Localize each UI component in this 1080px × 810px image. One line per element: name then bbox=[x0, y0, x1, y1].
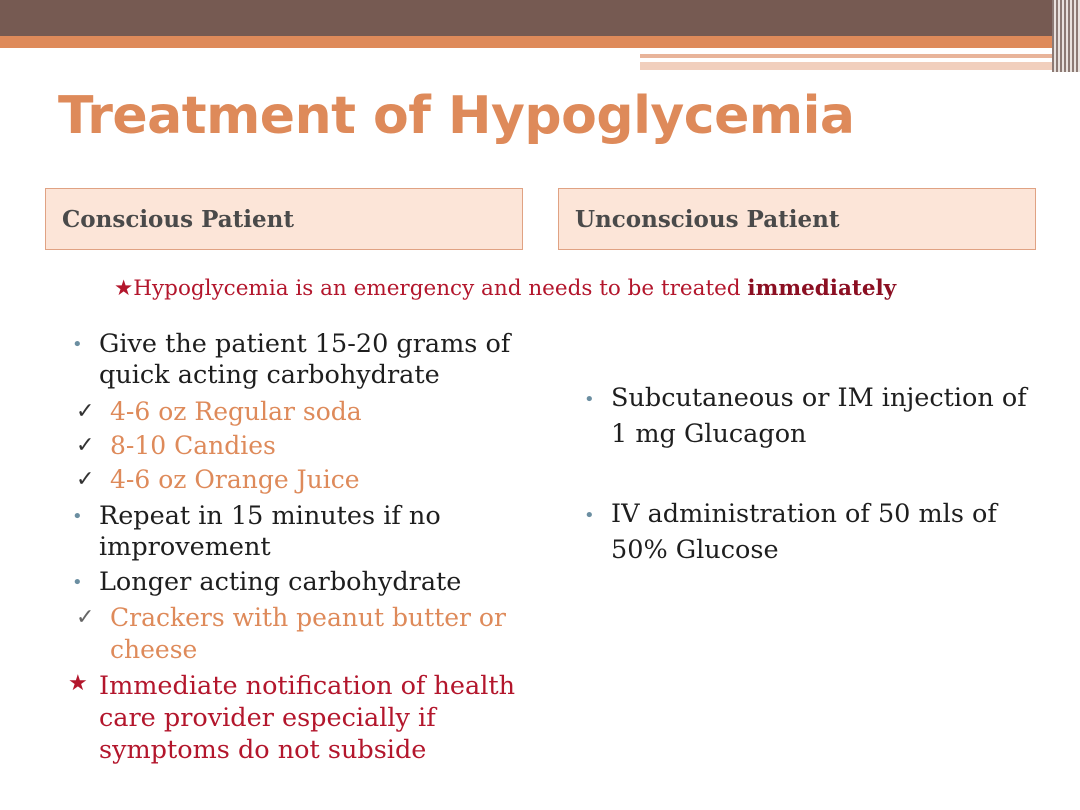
alert-item bbox=[68, 670, 528, 766]
unconscious-patient-header: Unconscious Patient bbox=[558, 188, 1036, 250]
option-text: 8-10 Candies bbox=[110, 431, 276, 460]
list-item bbox=[68, 329, 528, 391]
bullet-icon: • bbox=[584, 389, 595, 410]
list-item bbox=[76, 602, 528, 666]
bullet-icon: • bbox=[72, 506, 83, 527]
long-carb-options bbox=[68, 602, 528, 666]
emergency-notice bbox=[114, 276, 896, 301]
list-item bbox=[580, 380, 1040, 452]
top-accent-band bbox=[0, 36, 1052, 48]
checkmark-icon: ✓ bbox=[76, 399, 95, 424]
list-item bbox=[76, 395, 528, 429]
bullet-text: Repeat in 15 minutes if no improvement bbox=[99, 501, 441, 562]
checkmark-icon: ✓ bbox=[76, 605, 95, 630]
corner-stripes bbox=[1052, 0, 1080, 72]
option-text: Crackers with peanut butter or cheese bbox=[110, 603, 506, 664]
unconscious-column bbox=[580, 380, 1040, 612]
emergency-emphasis: immediately bbox=[747, 276, 897, 301]
checkmark-icon: ✓ bbox=[76, 433, 95, 458]
thin-accent-line-light bbox=[640, 62, 1052, 70]
emergency-text: Hypoglycemia is an emergency and needs to be treated bbox=[133, 276, 748, 301]
list-item bbox=[68, 501, 528, 563]
top-decorative-band bbox=[0, 0, 1052, 36]
alert-text: Immediate notification of health care provider especially if symptoms do not subside bbox=[99, 671, 516, 765]
bullet-icon: • bbox=[72, 334, 83, 355]
thin-accent-line bbox=[640, 54, 1052, 58]
bullet-icon: • bbox=[584, 505, 595, 526]
option-text: 4-6 oz Regular soda bbox=[110, 397, 362, 426]
list-item bbox=[76, 463, 528, 497]
bullet-icon: • bbox=[72, 572, 83, 593]
list-item bbox=[76, 429, 528, 463]
star-icon: ★ bbox=[68, 671, 88, 696]
list-item bbox=[580, 496, 1040, 568]
star-icon: ★ bbox=[114, 276, 134, 301]
quick-carb-options bbox=[68, 395, 528, 497]
option-text: 4-6 oz Orange Juice bbox=[110, 465, 360, 494]
conscious-column bbox=[68, 329, 528, 766]
list-item bbox=[68, 567, 528, 598]
slide-title: Treatment of Hypoglycemia bbox=[58, 86, 855, 146]
bullet-text: Subcutaneous or IM injection of 1 mg Glucagon bbox=[611, 383, 1027, 449]
bullet-text: Give the patient 15-20 grams of quick acting carbohydrate bbox=[99, 329, 511, 390]
bullet-text: IV administration of 50 mls of 50% Glucose bbox=[611, 499, 997, 565]
checkmark-icon: ✓ bbox=[76, 467, 95, 492]
conscious-patient-header: Conscious Patient bbox=[45, 188, 523, 250]
bullet-text: Longer acting carbohydrate bbox=[99, 567, 462, 597]
